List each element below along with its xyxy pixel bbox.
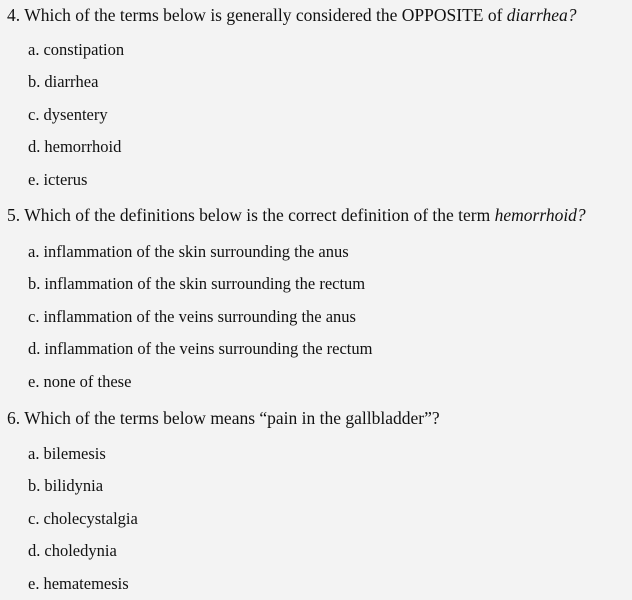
choice-4a xyxy=(28,40,124,60)
question-stem: Which of the terms below means “pain in the gallbladder”? xyxy=(24,408,440,428)
choice-5c xyxy=(28,307,356,327)
question-term: hemorrhoid? xyxy=(494,205,586,225)
choice-letter: d. xyxy=(28,339,41,358)
choice-6c xyxy=(28,509,138,529)
question-number: 6. xyxy=(7,408,21,428)
choice-text: inflammation of the veins surrounding the rectum xyxy=(44,339,373,358)
choice-text: bilemesis xyxy=(43,444,106,463)
choice-6b xyxy=(28,476,103,496)
choice-letter: d. xyxy=(28,541,41,560)
choice-4d xyxy=(28,137,121,157)
choice-text: inflammation of the veins surrounding the anus xyxy=(43,307,356,326)
choice-letter: b. xyxy=(28,72,41,91)
choice-letter: c. xyxy=(28,509,40,528)
choice-6d xyxy=(28,541,117,561)
choice-letter: b. xyxy=(28,476,41,495)
choice-letter: e. xyxy=(28,372,40,391)
choice-letter: d. xyxy=(28,137,41,156)
choice-5d xyxy=(28,339,372,359)
choice-6e xyxy=(28,574,129,594)
choice-letter: e. xyxy=(28,170,40,189)
question-6-text xyxy=(7,407,440,429)
choice-text: hematemesis xyxy=(43,574,129,593)
question-term: diarrhea? xyxy=(506,5,577,25)
choice-6a xyxy=(28,444,106,464)
choice-4b xyxy=(28,72,98,92)
choice-text: bilidynia xyxy=(44,476,104,495)
choice-letter: b. xyxy=(28,274,41,293)
choice-letter: a. xyxy=(28,242,40,261)
choice-text: icterus xyxy=(43,170,88,189)
choice-text: hemorrhoid xyxy=(44,137,122,156)
question-number: 4. xyxy=(7,5,21,25)
question-number: 5. xyxy=(7,205,21,225)
choice-letter: a. xyxy=(28,40,40,59)
choice-text: dysentery xyxy=(43,105,108,124)
choice-4c xyxy=(28,105,108,125)
question-5-text xyxy=(7,204,586,226)
choice-text: choledynia xyxy=(44,541,117,560)
choice-4e xyxy=(28,170,87,190)
choice-letter: c. xyxy=(28,105,40,124)
choice-5e xyxy=(28,372,131,392)
choice-text: inflammation of the skin surrounding the anus xyxy=(43,242,349,261)
choice-text: constipation xyxy=(43,40,125,59)
choice-text: inflammation of the skin surrounding the rectum xyxy=(44,274,366,293)
choice-text: cholecystalgia xyxy=(43,509,138,528)
choice-letter: c. xyxy=(28,307,40,326)
question-stem: Which of the definitions below is the correct definition of the term xyxy=(24,205,491,225)
choice-text: none of these xyxy=(43,372,132,391)
choice-letter: a. xyxy=(28,444,40,463)
choice-5a xyxy=(28,242,349,262)
choice-5b xyxy=(28,274,365,294)
question-4-text xyxy=(7,4,576,26)
question-stem: Which of the terms below is generally considered the OPPOSITE of xyxy=(24,5,503,25)
choice-letter: e. xyxy=(28,574,40,593)
choice-text: diarrhea xyxy=(44,72,99,91)
